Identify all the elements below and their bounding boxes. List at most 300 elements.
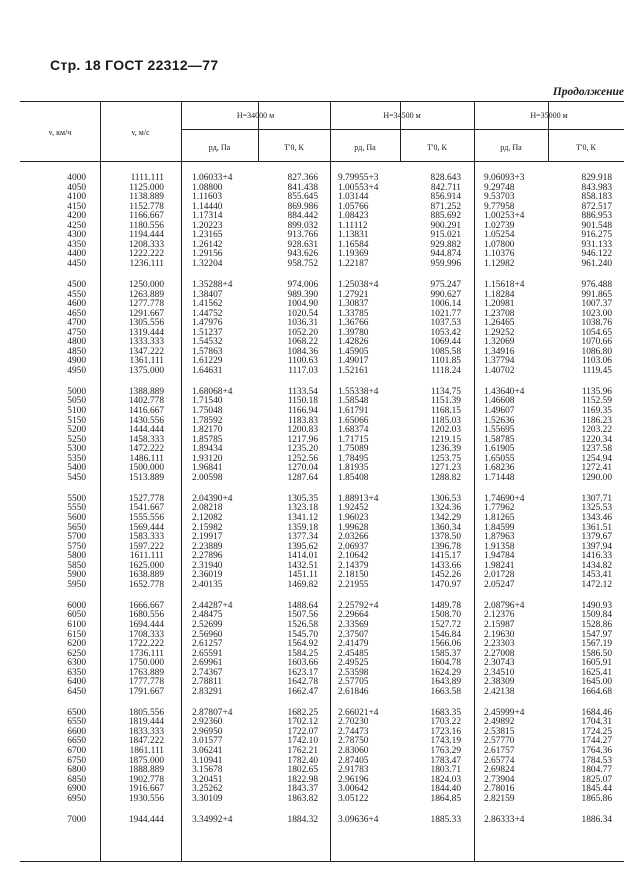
table-cell: 1507.56 xyxy=(287,610,318,621)
column-divider xyxy=(474,101,475,861)
table-cell: 1.07800 xyxy=(484,239,515,250)
table-cell: 4450 xyxy=(67,258,86,269)
table-cell: 1662.47 xyxy=(287,686,318,697)
table-cell: 4150 xyxy=(67,201,86,212)
table-cell: 1396.78 xyxy=(430,541,461,552)
table-cell: 1863.82 xyxy=(287,793,318,804)
table-cell: 1.74690+4 xyxy=(484,493,525,504)
table-cell: 1744.27 xyxy=(581,736,612,747)
table-cell: 1.94784 xyxy=(484,551,515,562)
table-cell: 2.86333+4 xyxy=(484,814,525,825)
table-cell: 1625.000 xyxy=(128,560,164,571)
table-cell: 974.006 xyxy=(287,279,318,290)
table-cell: 6200 xyxy=(67,639,86,650)
table-cell: 1069.44 xyxy=(430,337,461,348)
table-cell: 1305.35 xyxy=(287,493,318,504)
table-cell: 5650 xyxy=(67,522,86,533)
table-cell: 1306.53 xyxy=(430,493,461,504)
table-cell: 1546.84 xyxy=(430,629,461,640)
table-cell: 2.41479 xyxy=(338,639,369,650)
table-cell: 1764.36 xyxy=(581,746,612,757)
table-cell: 2.82159 xyxy=(484,793,515,804)
table-cell: 2.83291 xyxy=(192,686,223,697)
table-cell: 1782.40 xyxy=(287,755,318,766)
table-cell: 931.133 xyxy=(581,239,612,250)
table-cell: 1843.37 xyxy=(287,784,318,795)
table-cell: 1643.89 xyxy=(430,677,461,688)
table-cell: 1.98241 xyxy=(484,560,515,571)
table-cell: 1803.71 xyxy=(430,765,461,776)
table-cell: 1006.14 xyxy=(430,299,461,310)
table-cell: 1453.41 xyxy=(581,570,612,581)
table-cell: 1290.00 xyxy=(581,472,612,483)
table-cell: 1323.18 xyxy=(287,503,318,514)
table-cell: 2.15982 xyxy=(192,522,223,533)
table-cell: 1433.66 xyxy=(430,560,461,571)
table-cell: 1402.778 xyxy=(128,396,164,407)
table-cell: 1805.556 xyxy=(128,707,164,718)
table-cell: 1253.75 xyxy=(430,453,461,464)
table-cell: 1.06033+4 xyxy=(192,173,233,183)
header-bottom-rule xyxy=(20,161,624,162)
table-cell: 1597.222 xyxy=(128,541,164,552)
table-cell: 2.91783 xyxy=(338,765,369,776)
table-cell: 1583.333 xyxy=(128,532,164,543)
table-cell: 1.40702 xyxy=(484,365,515,376)
table-cell: 1586.50 xyxy=(581,648,612,659)
table-cell: 3.10941 xyxy=(192,755,223,766)
table-cell: 1254.94 xyxy=(581,453,612,464)
table-cell: 5950 xyxy=(67,579,86,590)
table-cell: 1375.000 xyxy=(128,365,164,376)
table-cell: 2.70230 xyxy=(338,717,369,728)
table-cell: 1886.34 xyxy=(581,814,612,825)
table-cell: 1236.39 xyxy=(430,444,461,455)
table-cell: 1683.35 xyxy=(430,707,461,718)
table-cell: 4600 xyxy=(67,299,86,310)
table-cell: 1611.111 xyxy=(129,551,164,562)
table-cell: 1272.41 xyxy=(581,463,612,474)
table-cell: 928.631 xyxy=(287,239,318,250)
table-cell: 1585.37 xyxy=(430,648,461,659)
table-cell: 1865.86 xyxy=(581,793,612,804)
table-cell: 5050 xyxy=(67,396,86,407)
table-cell: 2.29664 xyxy=(338,610,369,621)
table-cell: 2.96196 xyxy=(338,774,369,785)
table-cell: 1117.03 xyxy=(288,365,318,376)
table-cell: 1222.222 xyxy=(128,249,164,260)
table-cell: 1486.111 xyxy=(129,453,164,464)
table-cell: 2.33569 xyxy=(338,619,369,630)
table-cell: 1.15618+4 xyxy=(484,279,525,290)
table-cell: 1086.80 xyxy=(581,346,612,357)
table-cell: 1.71540 xyxy=(192,396,223,407)
table-cell: 3.01577 xyxy=(192,736,223,747)
table-cell: 1.32069 xyxy=(484,337,515,348)
table-cell: 1545.70 xyxy=(287,629,318,640)
table-cell: 1.93120 xyxy=(192,453,223,464)
table-cell: 6450 xyxy=(67,686,86,697)
table-cell: 1291.667 xyxy=(128,308,164,319)
table-cell: 1652.778 xyxy=(128,579,164,590)
table-cell: 915.021 xyxy=(430,230,461,241)
table-cell: 1.08800 xyxy=(192,182,223,193)
table-cell: 1.19369 xyxy=(338,249,369,260)
table-cell: 1203.22 xyxy=(581,425,612,436)
table-cell: 871.252 xyxy=(430,201,461,212)
table-cell: 2.96950 xyxy=(192,726,223,737)
table-cell: 1.16584 xyxy=(338,239,369,250)
table-cell: 2.53598 xyxy=(338,667,369,678)
table-cell: 2.01728 xyxy=(484,570,515,581)
table-cell: 1.99628 xyxy=(338,522,369,533)
table-cell: 990.627 xyxy=(430,289,461,300)
table-cell: 4050 xyxy=(67,182,86,193)
table-cell: 1287.64 xyxy=(287,472,318,483)
table-cell: 1.44752 xyxy=(192,308,223,319)
table-cell: 1724.25 xyxy=(581,726,612,737)
table-cell: 1377.34 xyxy=(287,532,318,543)
table-cell: 2.78750 xyxy=(338,736,369,747)
table-cell: 1307.71 xyxy=(581,493,612,504)
table-cell: 1319.444 xyxy=(128,327,164,338)
table-cell: 1.81935 xyxy=(338,463,369,474)
table-cell: 1324.36 xyxy=(430,503,461,514)
table-cell: 4300 xyxy=(67,230,86,241)
table-cell: 1458.333 xyxy=(128,434,164,445)
table-cell: 1.29252 xyxy=(484,327,515,338)
table-cell: 1762.21 xyxy=(287,746,318,757)
table-cell: 2.66021+4 xyxy=(338,707,379,718)
table-cell: 1.51237 xyxy=(192,327,223,338)
table-cell: 916.275 xyxy=(581,230,612,241)
table-cell: 1.36766 xyxy=(338,318,369,329)
table-cell: 900.291 xyxy=(430,220,461,231)
table-cell: 1645.00 xyxy=(581,677,612,688)
table-cell: 1.13831 xyxy=(338,230,369,241)
table-cell: 1.84599 xyxy=(484,522,515,533)
table-cell: 4350 xyxy=(67,239,86,250)
table-cell: 6000 xyxy=(67,600,86,611)
table-cell: 1682.25 xyxy=(287,707,318,718)
table-cell: 5250 xyxy=(67,434,86,445)
table-cell: 1819.444 xyxy=(128,717,164,728)
table-cell: 1777.778 xyxy=(128,677,164,688)
table-cell: 1825.07 xyxy=(581,774,612,785)
table-cell: 1802.65 xyxy=(287,765,318,776)
table-cell: 6700 xyxy=(67,746,86,757)
table-cell: 1020.54 xyxy=(287,308,318,319)
table-cell: 1875.000 xyxy=(128,755,164,766)
table-cell: 1722.222 xyxy=(128,639,164,650)
table-cell: 1111.111 xyxy=(130,173,164,183)
table-cell: 6050 xyxy=(67,610,86,621)
column-v-ms xyxy=(108,174,164,825)
table-cell: 1361.51 xyxy=(581,522,612,533)
table-cell: 1844.40 xyxy=(430,784,461,795)
table-cell: 1342.29 xyxy=(430,513,461,523)
table-cell: 1.47976 xyxy=(192,318,223,329)
table-cell: 1490.93 xyxy=(581,600,612,611)
table-cell: 5150 xyxy=(67,415,86,426)
table-cell: 1217.96 xyxy=(287,434,318,445)
table-cell: 1736.111 xyxy=(129,648,164,659)
table-cell: 9.06093+3 xyxy=(484,173,525,183)
table-cell: 1166.667 xyxy=(129,211,164,222)
table-cell: 1489.78 xyxy=(430,600,461,611)
table-cell: 1743.19 xyxy=(430,736,461,747)
table-cell: 1.71715 xyxy=(338,434,369,445)
table-cell: 2.87807+4 xyxy=(192,707,233,718)
table-cell: 5300 xyxy=(67,444,86,455)
table-cell: 1415.17 xyxy=(430,551,461,562)
table-cell: 1.23165 xyxy=(192,230,223,241)
table-cell: 1054.65 xyxy=(581,327,612,338)
table-cell: 1252.56 xyxy=(287,453,318,464)
table-cell: 1680.556 xyxy=(128,610,164,621)
table-cell: 1220.34 xyxy=(581,434,612,445)
table-cell: 1.46608 xyxy=(484,396,515,407)
table-cell: 2.45999+4 xyxy=(484,707,525,718)
table-cell: 2.27896 xyxy=(192,551,223,562)
table-cell: 4900 xyxy=(67,356,86,367)
column-v-kmh xyxy=(36,174,86,825)
header-pressure: pд, Па xyxy=(354,143,376,152)
table-cell: 6550 xyxy=(67,717,86,728)
table-cell: 944.874 xyxy=(430,249,461,260)
table-cell: 3.25262 xyxy=(192,784,223,795)
table-cell: 1135.96 xyxy=(581,386,612,397)
table-cell: 886.953 xyxy=(581,211,612,222)
table-cell: 1004.90 xyxy=(287,299,318,310)
table-cell: 1.27921 xyxy=(338,289,369,300)
table-cell: 1564.92 xyxy=(287,639,318,650)
table-cell: 5900 xyxy=(67,570,86,581)
table-cell: 1152.59 xyxy=(581,396,612,407)
table-cell: 1.68236 xyxy=(484,463,515,474)
table-cell: 1333.333 xyxy=(128,337,164,348)
table-cell: 1845.44 xyxy=(581,784,612,795)
table-cell: 1379.67 xyxy=(581,532,612,543)
table-cell: 1.61791 xyxy=(338,406,369,417)
table-cell: 1684.46 xyxy=(581,707,612,718)
table-cell: 2.52699 xyxy=(192,619,223,630)
table-cell: 1664.68 xyxy=(581,686,612,697)
table-cell: 4000 xyxy=(67,173,86,183)
table-cell: 2.23303 xyxy=(484,639,515,650)
table-cell: 1100.63 xyxy=(287,356,318,367)
table-cell: 1.96023 xyxy=(338,513,369,523)
table-cell: 1.81265 xyxy=(484,513,515,523)
table-cell: 1.61905 xyxy=(484,444,515,455)
table-cell: 1884.32 xyxy=(287,814,318,825)
table-cell: 2.49892 xyxy=(484,717,515,728)
table-cell: 1359.18 xyxy=(287,522,318,533)
header-temperature: T'0, К xyxy=(576,143,596,152)
table-cell: 5500 xyxy=(67,493,86,504)
table-cell: 1603.66 xyxy=(287,658,318,669)
table-cell: 1472.12 xyxy=(581,579,612,590)
table-cell: 2.03266 xyxy=(338,532,369,543)
table-cell: 1604.78 xyxy=(430,658,461,669)
group-header-rule xyxy=(181,129,624,130)
table-cell: 1.17314 xyxy=(192,211,223,222)
table-cell: 1.58548 xyxy=(338,396,369,407)
table-cell: 1.45905 xyxy=(338,346,369,357)
page-header: Стр. 18 ГОСТ 22312—77 xyxy=(50,57,219,73)
table-cell: 913.766 xyxy=(287,230,318,241)
table-cell: 3.34992+4 xyxy=(192,814,233,825)
table-cell: 1168.15 xyxy=(430,406,461,417)
table-cell: 1.75048 xyxy=(192,406,223,417)
table-cell: 9.53703 xyxy=(484,192,515,203)
table-cell: 1625.41 xyxy=(581,667,612,678)
table-cell: 1378.50 xyxy=(430,532,461,543)
table-cell: 1150.18 xyxy=(287,396,318,407)
table-cell: 1566.06 xyxy=(430,639,461,650)
table-cell: 2.08796+4 xyxy=(484,600,525,611)
table-cell: 1414.01 xyxy=(287,551,318,562)
table-cell: 6950 xyxy=(67,793,86,804)
table-cell: 1250.000 xyxy=(128,279,164,290)
table-cell: 2.78811 xyxy=(192,677,223,688)
table-cell: 4650 xyxy=(67,308,86,319)
table-cell: 1861.111 xyxy=(129,746,164,757)
table-cell: 1288.82 xyxy=(430,472,461,483)
table-cell: 3.15678 xyxy=(192,765,223,776)
table-cell: 6900 xyxy=(67,784,86,795)
table-cell: 2.49525 xyxy=(338,658,369,669)
table-cell: 1784.53 xyxy=(581,755,612,766)
table-cell: 1208.333 xyxy=(128,239,164,250)
table-cell: 1703.22 xyxy=(430,717,461,728)
table-cell: 1.55338+4 xyxy=(338,386,379,397)
table-cell: 1133.54 xyxy=(287,386,318,397)
table-cell: 2.36019 xyxy=(192,570,223,581)
table-cell: 6600 xyxy=(67,726,86,737)
column-pressure-34500 xyxy=(338,174,400,825)
table-cell: 2.57705 xyxy=(338,677,369,688)
table-cell: 1.26142 xyxy=(192,239,223,250)
table-cell: 2.74473 xyxy=(338,726,369,737)
table-cell: 3.20451 xyxy=(192,774,223,785)
table-bottom-rule xyxy=(20,861,624,862)
table-cell: 5200 xyxy=(67,425,86,436)
table-cell: 1.71448 xyxy=(484,472,515,483)
table-cell: 1052.20 xyxy=(287,327,318,338)
table-cell: 1930.556 xyxy=(128,793,164,804)
table-cell: 1.55695 xyxy=(484,425,515,436)
column-divider xyxy=(330,101,331,861)
table-cell: 2.57770 xyxy=(484,736,515,747)
table-cell: 1038.76 xyxy=(581,318,612,329)
table-cell: 2.08218 xyxy=(192,503,223,514)
table-cell: 872.517 xyxy=(581,201,612,212)
table-cell: 2.73904 xyxy=(484,774,515,785)
table-cell: 2.25792+4 xyxy=(338,600,379,611)
table-cell: 989.390 xyxy=(287,289,318,300)
table-cell: 1432.51 xyxy=(287,560,318,571)
table-cell: 1430.556 xyxy=(128,415,164,426)
table-cell: 1.02739 xyxy=(484,220,515,231)
table-cell: 1500.000 xyxy=(128,463,164,474)
table-cell: 841.438 xyxy=(287,182,318,193)
table-cell: 1.20981 xyxy=(484,299,515,310)
table-cell: 2.69961 xyxy=(192,658,223,669)
table-cell: 1068.22 xyxy=(287,337,318,348)
table-cell: 1742.10 xyxy=(287,736,318,747)
table-cell: 1103.06 xyxy=(581,356,612,367)
table-cell: 1361.111 xyxy=(129,356,164,367)
table-cell: 2.42138 xyxy=(484,686,515,697)
table-cell: 1513.889 xyxy=(128,472,164,483)
table-cell: 2.38309 xyxy=(484,677,515,688)
table-cell: 6300 xyxy=(67,658,86,669)
table-cell: 1555.556 xyxy=(128,513,164,523)
table-cell: 1847.222 xyxy=(128,736,164,747)
table-cell: 1.85785 xyxy=(192,434,223,445)
table-cell: 1.03144 xyxy=(338,192,369,203)
table-cell: 1166.94 xyxy=(287,406,318,417)
table-cell: 1.25038+4 xyxy=(338,279,379,290)
table-cell: 1305.556 xyxy=(128,318,164,329)
table-cell: 5450 xyxy=(67,472,86,483)
table-cell: 2.18150 xyxy=(338,570,369,581)
table-cell: 1.68068+4 xyxy=(192,386,233,397)
table-cell: 1605.91 xyxy=(581,658,612,669)
table-cell: 2.12376 xyxy=(484,610,515,621)
table-cell: 1.05254 xyxy=(484,230,515,241)
table-cell: 2.27008 xyxy=(484,648,515,659)
table-cell: 1.57863 xyxy=(192,346,223,357)
table-cell: 858.183 xyxy=(581,192,612,203)
table-cell: 1791.667 xyxy=(128,686,164,697)
table-cell: 1152.778 xyxy=(129,201,164,212)
table-cell: 2.45485 xyxy=(338,648,369,659)
table-cell: 1343.46 xyxy=(581,513,612,523)
table-cell: 1547.97 xyxy=(581,629,612,640)
table-cell: 3.09636+4 xyxy=(338,814,379,825)
table-cell: 958.752 xyxy=(287,258,318,269)
table-cell: 1666.667 xyxy=(128,600,164,611)
header-temperature: T'0, К xyxy=(284,143,304,152)
table-cell: 899.032 xyxy=(287,220,318,231)
group-title-34000: H=34000 м xyxy=(236,111,275,120)
table-cell: 2.34510 xyxy=(484,667,515,678)
table-cell: 855.645 xyxy=(287,192,318,203)
table-cell: 1.87963 xyxy=(484,532,515,543)
table-cell: 1.52161 xyxy=(338,365,369,376)
table-cell: 2.04390+4 xyxy=(192,493,233,504)
column-pressure-34000 xyxy=(192,174,258,825)
table-cell: 1270.04 xyxy=(287,463,318,474)
table-cell: 6800 xyxy=(67,765,86,776)
table-cell: 1.92452 xyxy=(338,503,369,514)
table-cell: 1508.70 xyxy=(430,610,461,621)
table-cell: 5350 xyxy=(67,453,86,464)
table-cell: 2.14379 xyxy=(338,560,369,571)
table-cell: 1397.94 xyxy=(581,541,612,552)
table-cell: 1864.85 xyxy=(430,793,461,804)
table-cell: 1.78592 xyxy=(192,415,223,426)
table-cell: 6850 xyxy=(67,774,86,785)
table-cell: 1085.58 xyxy=(430,346,461,357)
table-cell: 1824.03 xyxy=(430,774,461,785)
table-cell: 2.44287+4 xyxy=(192,600,233,611)
table-cell: 1183.83 xyxy=(287,415,318,426)
column-divider xyxy=(100,101,101,861)
table-cell: 1200.83 xyxy=(287,425,318,436)
